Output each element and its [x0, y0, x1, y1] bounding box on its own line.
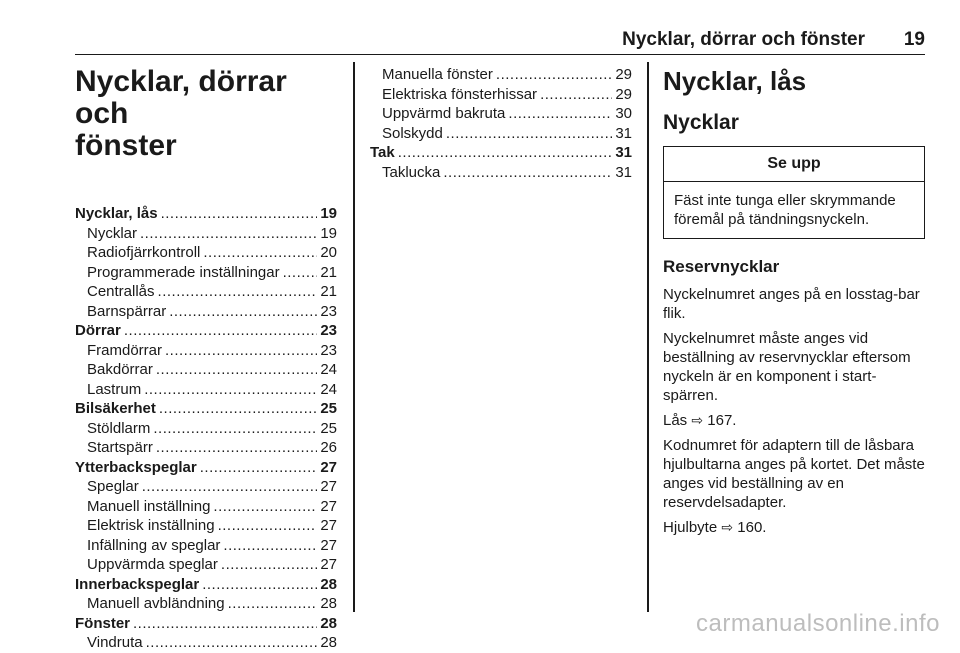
toc-label: Bakdörrar [87, 361, 153, 378]
toc-label: Bilsäkerhet [75, 400, 156, 417]
reference-arrow-icon: ⇨ [721, 519, 734, 535]
toc-chapter-entry[interactable] [75, 399, 337, 419]
toc-page-number: 31 [615, 163, 632, 181]
toc-label: Startspärr [87, 439, 153, 456]
page-number: 19 [903, 29, 925, 50]
running-title: Nycklar, dörrar och fönster [622, 29, 865, 50]
toc-leader-dots [153, 419, 317, 439]
page-header [75, 26, 925, 55]
toc-leader-dots [133, 614, 317, 634]
paragraph: Nyckelnumret anges på en losstag-bar flik. [663, 286, 920, 322]
toc-label: Manuella fönster [382, 66, 493, 83]
toc-page-number: 20 [320, 244, 337, 261]
toc-label: Taklucka [382, 163, 441, 181]
toc-entry[interactable] [75, 438, 337, 458]
toc-entry[interactable] [75, 224, 337, 244]
caution-text: Fäst inte tunga eller skrymmande föremål på tändningsnyckeln. [674, 192, 896, 228]
content-column [663, 62, 925, 543]
paragraph-lock-ref: Lås ⇨ 167. [663, 412, 737, 429]
toc-leader-dots [124, 321, 317, 341]
toc-leader-dots [156, 360, 317, 380]
toc-chapter-entry[interactable] [75, 204, 337, 224]
toc-label: Lastrum [87, 380, 142, 398]
toc-entry[interactable] [75, 633, 337, 653]
toc-leader-dots [228, 594, 318, 614]
chapter-title: Nycklar, dörrar och fönster [75, 65, 287, 162]
column-divider [353, 62, 355, 612]
toc-column-1 [75, 62, 337, 653]
toc-page-number: 23 [320, 322, 337, 339]
toc-entry[interactable] [370, 85, 632, 105]
column-divider [647, 62, 649, 612]
toc-page-number: 31 [615, 144, 632, 161]
toc-page-number: 27 [320, 458, 337, 476]
toc-leader-dots [144, 380, 317, 400]
toc-page-number: 31 [615, 124, 632, 142]
toc-leader-dots [200, 458, 318, 478]
toc-page-number: 28 [320, 614, 337, 632]
toc-page-number: 21 [320, 263, 337, 281]
toc-chapter-entry[interactable] [370, 143, 632, 163]
toc-leader-dots [169, 302, 317, 322]
toc-leader-dots [161, 204, 318, 224]
toc-label: Barnspärrar [87, 302, 167, 320]
toc-label: Elektrisk inställning [87, 517, 215, 534]
toc-leader-dots [159, 399, 317, 419]
toc-entry[interactable] [75, 341, 337, 361]
toc-chapter-entry[interactable] [75, 458, 337, 478]
toc-leader-dots [496, 65, 612, 85]
toc-leader-dots [203, 243, 317, 263]
toc-label: Infällning av speglar [87, 536, 221, 554]
toc-entry[interactable] [75, 282, 337, 302]
toc-page-number: 25 [320, 419, 337, 437]
toc-page-number: 27 [320, 517, 337, 534]
toc-leader-dots [218, 516, 318, 536]
paragraph: Nyckelnumret måste anges vid beställning av reservnycklar eftersom nyckeln är en komponent i start-spärren. [663, 330, 911, 404]
toc-label: Tak [370, 144, 395, 161]
toc-label: Nycklar [87, 224, 138, 242]
toc-page-number: 27 [320, 478, 337, 495]
toc-page-number: 24 [320, 361, 337, 378]
caution-box [663, 146, 925, 239]
toc-leader-dots [142, 477, 318, 497]
toc-leader-dots [140, 224, 317, 244]
toc-entry[interactable] [370, 124, 632, 144]
toc-page-number: 27 [320, 497, 337, 515]
toc-page-number: 27 [320, 556, 337, 573]
toc-leader-dots [146, 633, 318, 653]
toc-entry[interactable] [75, 555, 337, 575]
toc-chapter-entry[interactable] [75, 614, 337, 634]
toc-label: Nycklar, lås [75, 205, 158, 222]
toc-entry[interactable] [75, 419, 337, 439]
toc-page-number: 28 [320, 595, 337, 612]
toc-page-number: 27 [320, 536, 337, 554]
toc-label: Solskydd [382, 124, 443, 142]
toc-entry[interactable] [75, 302, 337, 322]
toc-page-number: 29 [615, 85, 632, 103]
toc-label: Ytterbackspeglar [75, 458, 197, 476]
toc-page-number: 28 [320, 575, 337, 593]
toc-entry[interactable] [75, 516, 337, 536]
toc-label: Stöldlarm [87, 419, 151, 437]
toc-label: Programmerade inställningar [87, 263, 280, 281]
toc-label: Vindruta [87, 634, 143, 651]
caution-heading: Se upp [664, 147, 924, 182]
toc-label: Elektriska fönsterhissar [382, 85, 538, 103]
paragraph-wheel-ref: Hjulbyte ⇨ 160. [663, 519, 767, 536]
toc-entry[interactable] [370, 65, 632, 85]
toc-page-number: 30 [615, 105, 632, 122]
toc-entry[interactable] [75, 380, 337, 400]
toc-entry[interactable] [75, 594, 337, 614]
toc-page-number: 29 [615, 66, 632, 83]
toc-leader-dots [202, 575, 317, 595]
reserve-keys-heading: Reservnycklar [663, 257, 780, 276]
toc-page-number: 24 [320, 380, 337, 398]
toc-page-number: 21 [320, 283, 337, 300]
toc-label: Uppvärmda speglar [87, 556, 218, 573]
toc-page-number: 19 [320, 224, 337, 242]
toc-leader-dots [156, 438, 317, 458]
watermark: carmanualsonline.info [696, 610, 940, 637]
toc-chapter-entry[interactable] [75, 575, 337, 595]
toc-label: Manuell avbländning [87, 595, 225, 612]
toc-entry[interactable] [75, 360, 337, 380]
paragraph: Kodnumret för adaptern till de låsbara hjulbultarna anges på kortet. Det måste anges vid beställning av en reservdelsadapter. [663, 437, 925, 511]
toc-label: Speglar [87, 478, 139, 495]
toc-entry[interactable] [75, 497, 337, 517]
toc-leader-dots [540, 85, 612, 105]
toc-page-number: 26 [320, 439, 337, 456]
table-of-contents [370, 65, 632, 182]
toc-leader-dots [508, 104, 612, 124]
toc-leader-dots [221, 555, 317, 575]
toc-entry[interactable] [75, 263, 337, 283]
toc-label: Innerbackspeglar [75, 575, 200, 593]
toc-label: Framdörrar [87, 341, 163, 359]
toc-label: Uppvärmd bakruta [382, 105, 506, 122]
toc-page-number: 23 [320, 341, 337, 359]
toc-leader-dots [165, 341, 317, 361]
toc-page-number: 28 [320, 634, 337, 651]
toc-label: Centrallås [87, 283, 155, 300]
table-of-contents [75, 204, 337, 653]
toc-label: Radiofjärrkontroll [87, 244, 201, 261]
toc-label: Fönster [75, 614, 131, 632]
page-reference[interactable]: 167. [707, 412, 737, 429]
page-reference[interactable]: 160. [737, 519, 767, 536]
toc-column-2 [370, 62, 632, 182]
toc-chapter-entry[interactable] [75, 321, 337, 341]
toc-leader-dots [283, 263, 318, 283]
section-title: Nycklar, lås [663, 66, 807, 96]
toc-label: Dörrar [75, 322, 121, 339]
toc-leader-dots [398, 143, 613, 163]
toc-leader-dots [158, 282, 318, 302]
toc-leader-dots [446, 124, 612, 144]
toc-entry[interactable] [75, 536, 337, 556]
subsection-title: Nycklar [663, 111, 739, 134]
toc-page-number: 23 [320, 302, 337, 320]
toc-page-number: 19 [320, 205, 337, 222]
toc-entry[interactable] [75, 243, 337, 263]
toc-entry[interactable] [370, 163, 632, 183]
toc-entry[interactable] [370, 104, 632, 124]
toc-leader-dots [213, 497, 317, 517]
toc-leader-dots [223, 536, 317, 556]
toc-leader-dots [443, 163, 612, 183]
toc-page-number: 25 [320, 400, 337, 417]
toc-label: Manuell inställning [87, 497, 211, 515]
reference-arrow-icon: ⇨ [691, 412, 704, 428]
toc-entry[interactable] [75, 477, 337, 497]
